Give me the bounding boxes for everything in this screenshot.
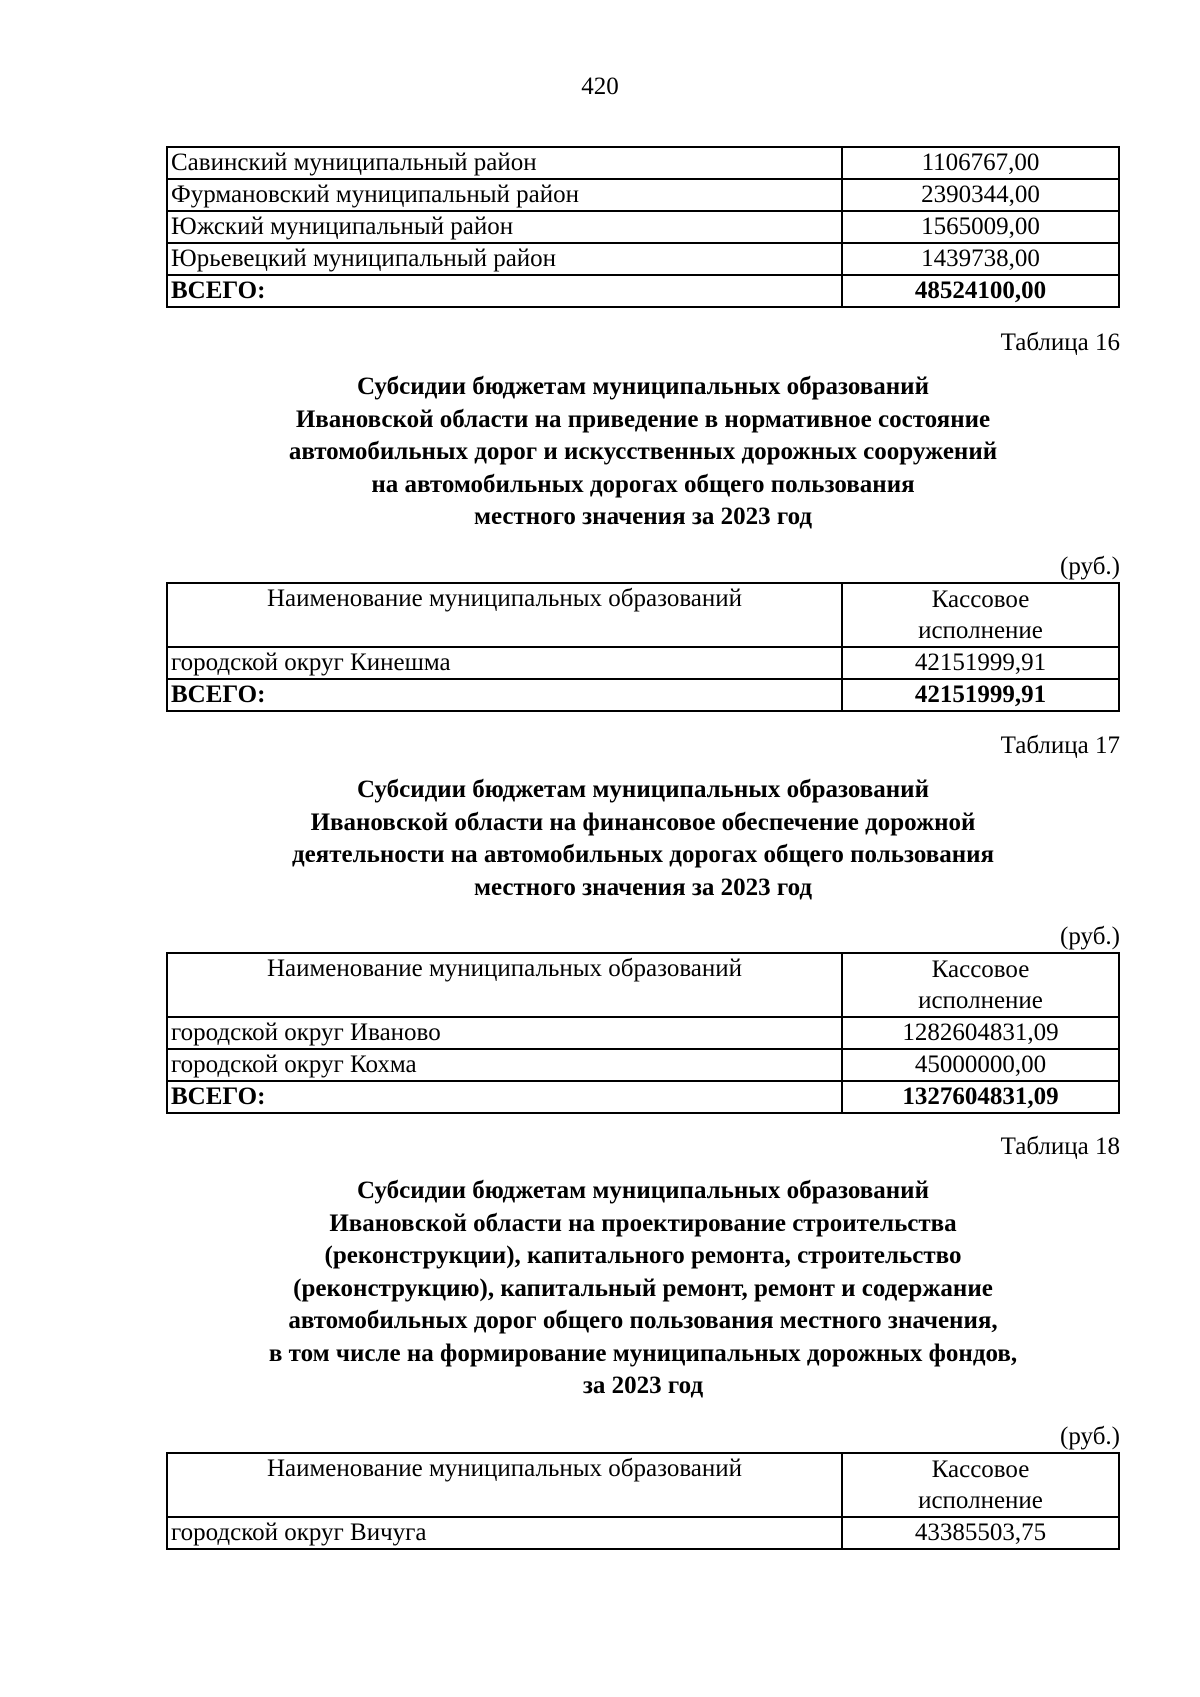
title-line: Субсидии бюджетам муниципальных образований [357, 373, 929, 400]
total-value: 48524100,00 [842, 275, 1119, 307]
title-line: местного значения за 2023 год [473, 503, 813, 530]
row-value: 1565009,00 [842, 211, 1119, 243]
row-name: Юрьевецкий муниципальный район [167, 243, 842, 275]
table-number: Таблица 18 [1000, 1133, 1120, 1160]
table-row [167, 1017, 1119, 1049]
title-line: Ивановской области на финансовое обеспечение дорожной [310, 808, 976, 836]
title-line: (реконструкцию), капитальный ремонт, ремонт и содержание [293, 1274, 993, 1302]
total-label: ВСЕГО: [167, 275, 842, 307]
page-number: 420 [581, 73, 619, 100]
title-line: в том числе на формирование муниципальных дорожных фондов, [268, 1339, 1018, 1367]
table-17-unit [166, 922, 1120, 952]
table-number: Таблица 16 [1000, 329, 1120, 356]
table-row [167, 1049, 1119, 1081]
table-row [167, 1517, 1119, 1549]
row-name: Савинский муниципальный район [167, 147, 842, 179]
title-line: автомобильных дорог и искусственных дорожных сооружений [288, 438, 998, 465]
title-line: местного значения за 2023 год [473, 873, 813, 901]
table-title [166, 774, 1120, 904]
table-number: Таблица 17 [1000, 732, 1120, 759]
title-line: Субсидии бюджетам муниципальных образований [357, 1177, 929, 1204]
title-line: (реконструкции), капитального ремонта, строительство [324, 1242, 962, 1269]
title-line: за 2023 год [582, 1372, 704, 1399]
header-value-line: исполнение [918, 1487, 1043, 1514]
table-row [167, 647, 1119, 679]
table-header-row [167, 1453, 1119, 1517]
row-name: городской округ Кинешма [167, 647, 842, 679]
total-row [167, 275, 1119, 307]
row-value: 42151999,91 [842, 647, 1119, 679]
total-value: 42151999,91 [842, 679, 1119, 711]
table-row [167, 179, 1119, 211]
header-value-line: Кассовое [931, 956, 1030, 983]
header-value-line: исполнение [918, 617, 1043, 644]
table-18-section [166, 1132, 1120, 1403]
title-line: Ивановской области на проектирование строительства [329, 1209, 957, 1237]
row-value: 43385503,75 [842, 1517, 1119, 1549]
table-header-row [167, 583, 1119, 647]
table-16 [166, 582, 1120, 712]
header-name: Наименование муниципальных образований [167, 583, 842, 647]
row-value: 1106767,00 [842, 147, 1119, 179]
total-row [167, 1081, 1119, 1113]
table-17-section [166, 731, 1120, 904]
table-17 [166, 952, 1120, 1114]
row-name: городской округ Иваново [167, 1017, 842, 1049]
table-row [167, 243, 1119, 275]
title-line: Субсидии бюджетам муниципальных образований [357, 776, 929, 803]
title-line: на автомобильных дорогах общего пользования [371, 470, 915, 498]
row-name: городской округ Вичуга [167, 1517, 842, 1549]
header-value-line: Кассовое [931, 586, 1030, 613]
table-18-unit [166, 1422, 1120, 1452]
header-value-line: Кассовое [931, 1456, 1030, 1483]
title-line: Ивановской области на приведение в нормативное состояние [295, 405, 991, 433]
row-name: Фурмановский муниципальный район [167, 179, 842, 211]
header-value-line: исполнение [918, 987, 1043, 1014]
total-row [167, 679, 1119, 711]
table-16-unit [166, 552, 1120, 582]
total-label: ВСЕГО: [167, 1081, 842, 1113]
unit-label: (руб.) [1060, 923, 1120, 950]
row-value: 1282604831,09 [842, 1017, 1119, 1049]
row-value: 2390344,00 [842, 179, 1119, 211]
row-name: Южский муниципальный район [167, 211, 842, 243]
row-name: городской округ Кохма [167, 1049, 842, 1081]
table-row [167, 211, 1119, 243]
title-line: деятельности на автомобильных дорогах общего пользования [291, 841, 995, 868]
header-value [842, 953, 1119, 1017]
unit-label: (руб.) [1060, 1423, 1120, 1450]
table-row [167, 147, 1119, 179]
table-15-continued [166, 146, 1120, 308]
header-value [842, 583, 1119, 647]
table-header-row [167, 953, 1119, 1017]
header-name: Наименование муниципальных образований [167, 953, 842, 1017]
header-value [842, 1453, 1119, 1517]
header-name: Наименование муниципальных образований [167, 1453, 842, 1517]
table-title [166, 1175, 1120, 1403]
table-18 [166, 1452, 1120, 1550]
total-value: 1327604831,09 [842, 1081, 1119, 1113]
table-16-section [166, 328, 1120, 534]
row-value: 1439738,00 [842, 243, 1119, 275]
title-line: автомобильных дорог общего пользования местного значения, [288, 1307, 998, 1334]
row-value: 45000000,00 [842, 1049, 1119, 1081]
table-title [166, 371, 1120, 534]
total-label: ВСЕГО: [167, 679, 842, 711]
unit-label: (руб.) [1060, 553, 1120, 580]
